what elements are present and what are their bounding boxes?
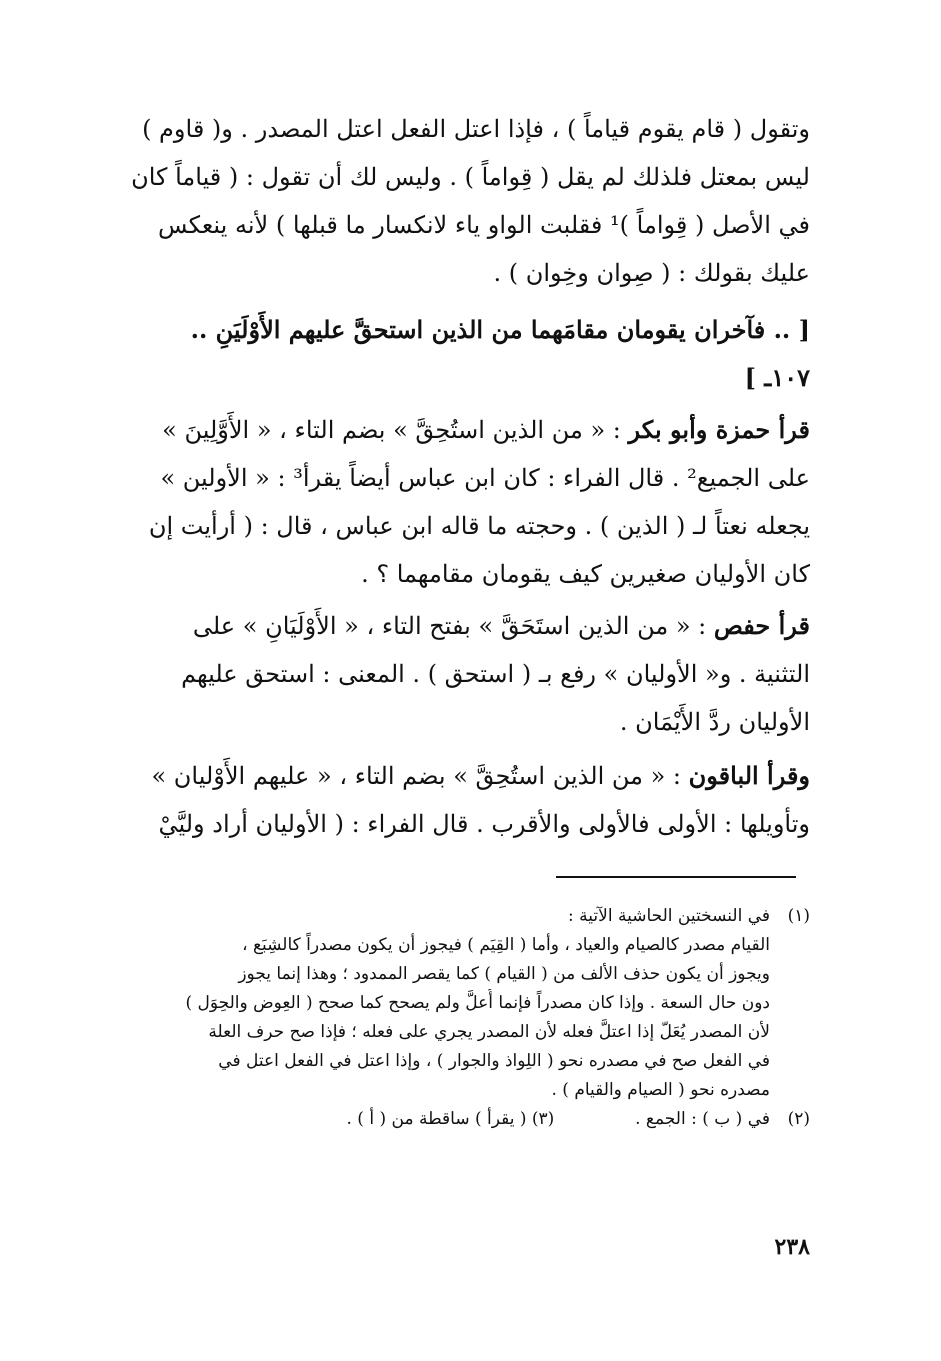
footnotes xyxy=(128,902,810,1134)
text-line: كان الأوليان صغيرين كيف يقومان مقامهما ؟ . xyxy=(361,560,810,588)
page-number: ٢٣٨ xyxy=(774,1234,810,1260)
text-line: وتقول ( قام يقوم قياماً ) ، فإذا اعتل الفعل اعتل المصدر . و( قاوم ) xyxy=(142,115,810,143)
footnote-line: لأن المصدر يُعَلّ إذا اعتلَّ فعله لأن المصدر يجري على فعله ؛ فإذا صح حرف العلة xyxy=(208,1022,770,1042)
paragraph-hamza xyxy=(128,406,810,598)
text-line: ليس بمعتل فلذلك لم يقل ( قِواماً ) . وليس لك أن تقول : ( قياماً كان xyxy=(131,163,810,191)
paragraph-hafs xyxy=(128,602,810,746)
footnote-divider xyxy=(556,876,796,878)
text-line xyxy=(128,752,810,800)
reader-name: قرأ حفص xyxy=(713,611,810,640)
text-line xyxy=(128,406,810,454)
line-text: : « من الذين استَحَقَّ » بفتح التاء ، « الأَوْلَيَانِ » على xyxy=(192,612,714,640)
paragraph-intro xyxy=(128,105,810,297)
line-text: : « من الذين استُحِقَّ » بضم التاء ، « عليهم الأَوْليان » xyxy=(151,762,689,790)
verse-line: [ .. فآخران يقومان مقامَهما من الذين استحقَّ عليهم الأَوْلَيَنِ .. xyxy=(190,315,810,344)
footnote-line: ويجوز أن يكون حذف الألف من ( القيام ) كما يقصر الممدود ؛ وهذا إنما يجوز xyxy=(238,964,770,984)
line-text: : « من الذين استُحِقَّ » بضم التاء ، « الأَوَّلِينَ » xyxy=(162,416,629,444)
footnote-1-intro xyxy=(128,902,810,931)
quran-verse xyxy=(128,306,810,402)
footnote-line: في الفعل صح في مصدره نحو ( اللِواذ والجوار ) ، وإذا اعتل في الفعل اعتل في xyxy=(218,1051,770,1071)
footnote-line: القيام مصدر كالصيام والعياد ، وأما ( القِيَم ) فيجوز أن يكون مصدراً كالشِبَع ، xyxy=(242,935,770,955)
reader-name: قرأ حمزة وأبو بكر xyxy=(628,415,810,444)
text-line xyxy=(128,602,810,650)
verse-reference: ١٠٧ـ ] xyxy=(744,363,810,392)
text-line: يجعله نعتاً لـ ( الذين ) . وحجته ما قاله ابن عباس ، قال : ( أرأيت إن xyxy=(148,512,810,540)
footnote-text: في ( ب ) : الجمع . xyxy=(635,1109,770,1129)
text-line: الأوليان ردَّ الأَيْمَان . xyxy=(619,708,810,736)
text-line: في الأصل ( قِواماً )¹ فقلبت الواو ياء لانكسار ما قبلها ) لأنه ينعكس xyxy=(158,211,810,239)
footnote-line: مصدره نحو ( الصيام والقيام ) . xyxy=(551,1080,770,1100)
footnote-text: ( يقرأ ) ساقطة من ( أ ) . xyxy=(346,1109,527,1129)
footnote-line: دون حال السعة . وإذا كان مصدراً فإنما أُعلَّ ولم يصحح كما صحح ( العِوض والحِوَل ) xyxy=(185,993,770,1013)
footnote-text: في النسختين الحاشية الآتية : xyxy=(568,906,770,926)
text-line: عليك بقولك : ( صِوان وخِوان ) . xyxy=(493,259,810,287)
reader-name: وقرأ الباقون xyxy=(688,761,810,790)
footnote-number: (٣) xyxy=(531,1109,555,1129)
footnote-2-3 xyxy=(128,1105,810,1134)
paragraph-others xyxy=(128,752,810,848)
text-line: التثنية . و« الأوليان » رفع بـ ( استحق ) . المعنى : استحق عليهم xyxy=(181,660,810,688)
footnote-number: (٢) xyxy=(787,1109,810,1129)
footnote-number: (١) xyxy=(787,906,810,926)
text-line: على الجميع² . قال الفراء : كان ابن عباس أيضاً يقرأ³ : « الأولين » xyxy=(160,464,810,492)
text-line: وتأويلها : الأولى فالأولى والأقرب . قال الفراء : ( الأوليان أراد وليَّيْ xyxy=(158,810,810,838)
